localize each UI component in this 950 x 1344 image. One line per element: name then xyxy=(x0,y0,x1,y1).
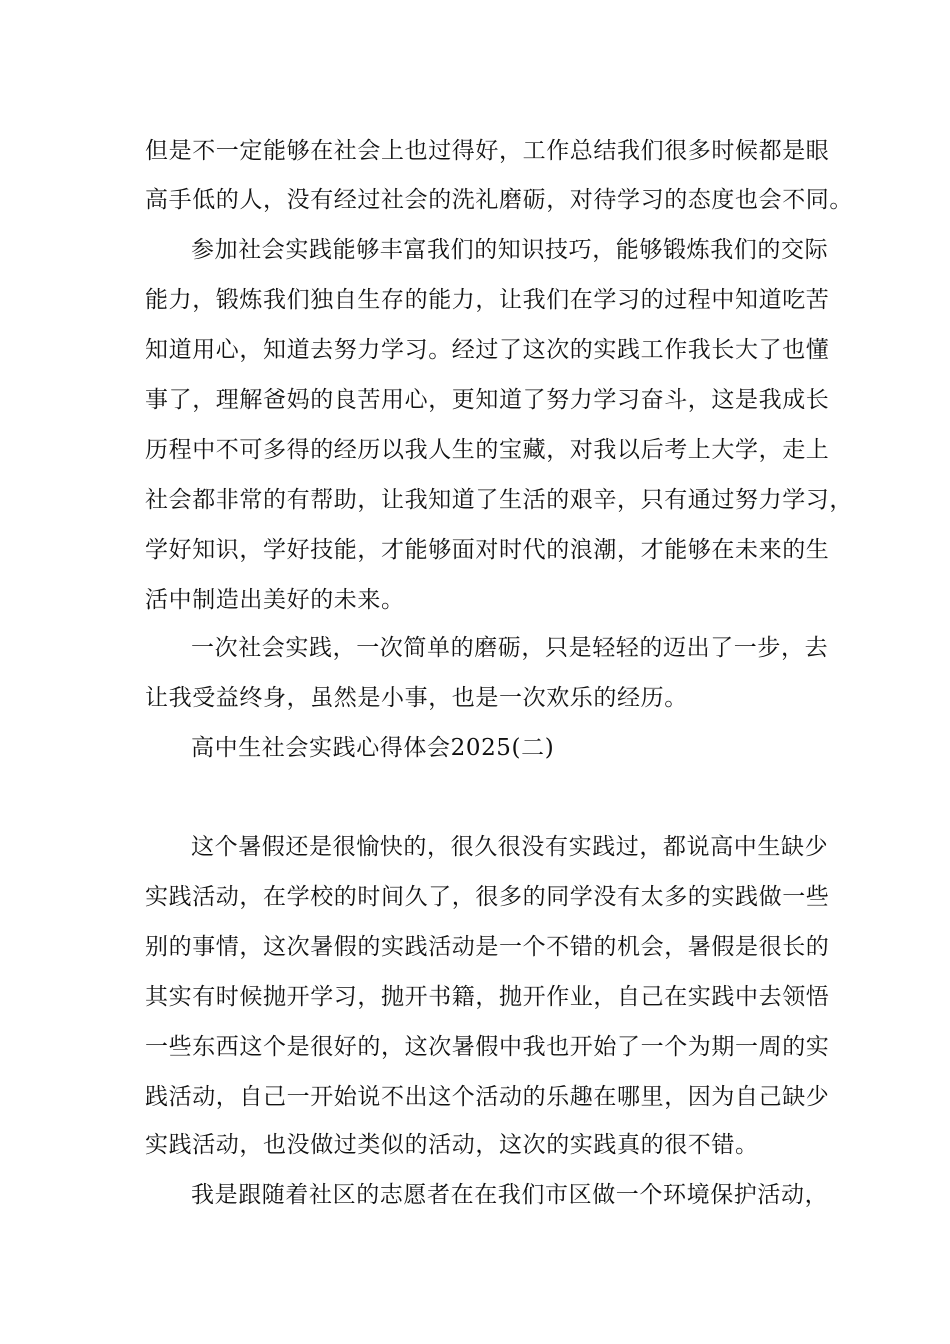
paragraph-line: 历程中不可多得的经历以我人生的宝藏，对我以后考上大学，走上 xyxy=(145,437,830,463)
paragraph-line: 我是跟随着社区的志愿者在在我们市区做一个环境保护活动， xyxy=(191,1182,829,1208)
paragraph-line: 活中制造出美好的未来。 xyxy=(145,587,405,613)
paragraph-line: 实践活动，也没做过类似的活动，这次的实践真的很不错。 xyxy=(145,1132,759,1158)
paragraph-line: 其实有时候抛开学习，抛开书籍，抛开作业，自己在实践中去领悟 xyxy=(145,984,830,1010)
paragraph-line: 事了，理解爸妈的良苦用心，更知道了努力学习奋斗，这是我成长 xyxy=(145,387,830,413)
paragraph-line: 一些东西这个是很好的，这次暑假中我也开始了一个为期一周的实 xyxy=(145,1034,830,1060)
paragraph-line: 一次社会实践，一次简单的磨砺，只是轻轻的迈出了一步，去 xyxy=(191,635,829,661)
paragraph-line: 实践活动，在学校的时间久了，很多的同学没有太多的实践做一些 xyxy=(145,884,830,910)
paragraph-line: 学好知识，学好技能，才能够面对时代的浪潮，才能够在未来的生 xyxy=(145,537,830,563)
paragraph-line: 能力，锻炼我们独自生存的能力，让我们在学习的过程中知道吃苦 xyxy=(145,287,830,313)
paragraph-line: 社会都非常的有帮助，让我知道了生活的艰辛，只有通过努力学习， xyxy=(145,487,853,513)
paragraph-line: 参加社会实践能够丰富我们的知识技巧，能够锻炼我们的交际 xyxy=(191,237,829,263)
paragraph-line: 践活动，自己一开始说不出这个活动的乐趣在哪里，因为自己缺少 xyxy=(145,1084,830,1110)
paragraph-line: 知道用心，知道去努力学习。经过了这次的实践工作我长大了也懂 xyxy=(145,337,830,363)
paragraph-line: 让我受益终身，虽然是小事，也是一次欢乐的经历。 xyxy=(145,685,688,711)
section-heading: 高中生社会实践心得体会2025(二) xyxy=(191,735,555,761)
paragraph-line: 这个暑假还是很愉快的，很久很没有实践过，都说高中生缺少 xyxy=(191,834,829,860)
paragraph-line: 但是不一定能够在社会上也过得好，工作总结我们很多时候都是眼 xyxy=(145,138,830,164)
paragraph-line: 高手低的人，没有经过社会的洗礼磨砺，对待学习的态度也会不同。 xyxy=(145,187,853,213)
paragraph-line: 别的事情，这次暑假的实践活动是一个不错的机会，暑假是很长的 xyxy=(145,934,830,960)
